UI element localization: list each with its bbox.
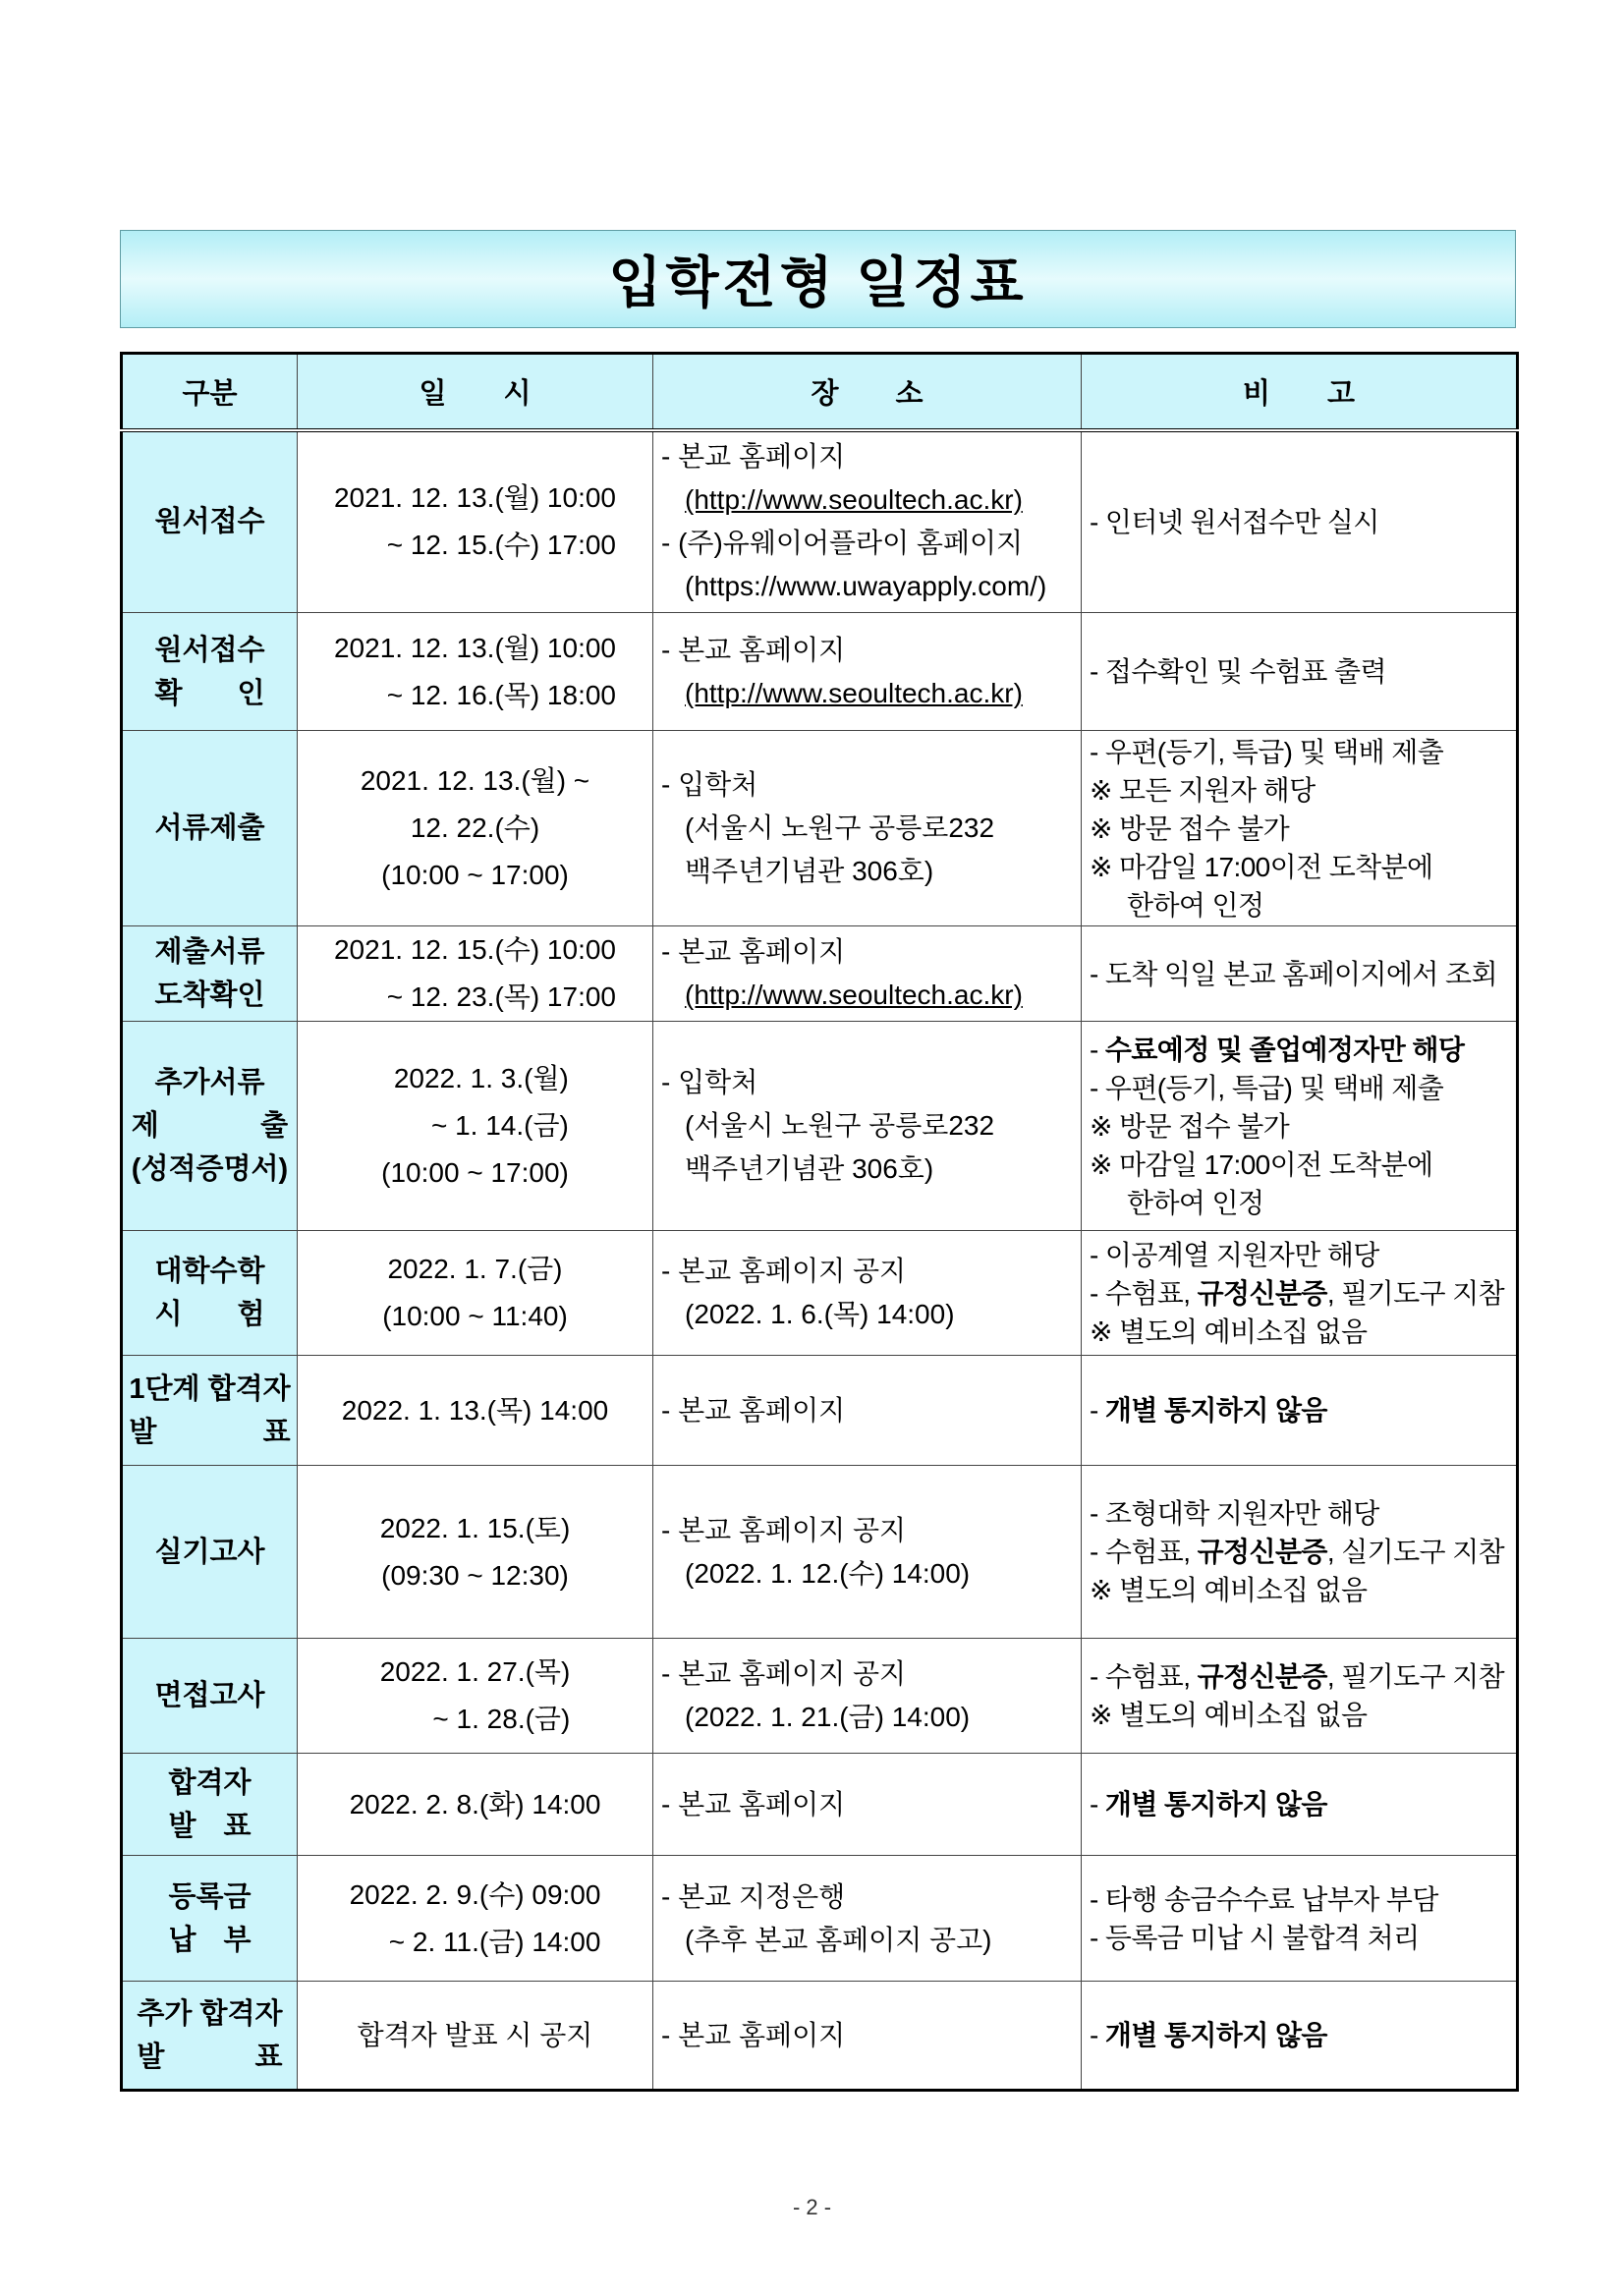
note-text: , 필기도구 지참 (1326, 1661, 1505, 1692)
category-line: 도착확인 (154, 980, 265, 1011)
date-cell (298, 1356, 653, 1466)
note-line: ※ 별도의 예비소집 없음 (1090, 1575, 1368, 1605)
place-line: - 본교 홈페이지 (661, 441, 846, 473)
date-line: 2022. 2. 8.(화) 14:00 (349, 1788, 601, 1820)
note-line: - 우편(등기, 특급) 및 택배 제출 (1090, 736, 1444, 767)
date-line: 2022. 1. 3.(월) (393, 1063, 569, 1093)
place-line: (서울시 노원구 공릉로232 (685, 1110, 995, 1141)
date-cell (298, 1022, 653, 1231)
schedule-row (122, 1639, 1518, 1754)
note-line: ※ 별도의 예비소집 없음 (1090, 1700, 1368, 1730)
category-label (132, 1061, 288, 1191)
category-cell (122, 1231, 298, 1356)
category-label (168, 1762, 251, 1848)
category-cell (122, 430, 298, 613)
note-line: 한하여 인정 (1127, 1187, 1264, 1218)
note-cell (1082, 926, 1518, 1022)
date-line: 12. 22.(수) (410, 812, 540, 843)
date-line: (10:00 ~ 17:00) (381, 860, 569, 890)
date-block (342, 1387, 608, 1434)
date-line: ~ 1. 14.(금) (430, 1110, 569, 1141)
schedule-row (122, 1356, 1518, 1466)
date-line: (10:00 ~ 17:00) (381, 1157, 569, 1188)
schedule-row (122, 1466, 1518, 1639)
note-line: ※ 마감일 17:00이전 도착분에 (1090, 1148, 1433, 1180)
note-line: - 이공계열 지원자만 해당 (1090, 1239, 1379, 1270)
place-cell (653, 1356, 1082, 1466)
note-line: ※ 방문 접수 불가 (1090, 812, 1290, 844)
place-line: - 본교 홈페이지 (661, 1788, 846, 1820)
note-text: - (1090, 1034, 1105, 1065)
schedule-row (122, 926, 1518, 1022)
note-line: - 접수확인 및 수험표 출력 (1090, 656, 1386, 687)
note-line: 한하여 인정 (1127, 889, 1264, 921)
date-cell (298, 1856, 653, 1982)
place-line: (추후 본교 홈페이지 공고) (685, 1924, 992, 1955)
schedule-body (122, 430, 1518, 2091)
place-line: - 입학처 (661, 1067, 758, 1097)
schedule-row (122, 430, 1518, 613)
category-line: 합격자 (168, 1766, 252, 1799)
note-line (1090, 1785, 1516, 1823)
note-text: - 수험표, (1090, 1661, 1198, 1692)
date-cell (298, 926, 653, 1022)
note-cell (1082, 613, 1518, 731)
category-cell (122, 1022, 298, 1231)
date-cell (298, 1231, 653, 1356)
date-line: 2021. 12. 13.(월) 10:00 (333, 482, 617, 514)
date-block (334, 926, 616, 1021)
schedule-row (122, 1231, 1518, 1356)
category-label (154, 629, 264, 715)
category-line: 원서접수 (154, 506, 265, 538)
category-cell (122, 1356, 298, 1466)
category-line: 면접고사 (154, 1680, 265, 1711)
note-text: , 필기도구 지참 (1326, 1277, 1505, 1309)
homepage-link[interactable]: (http://www.seoultech.ac.kr) (685, 484, 1023, 516)
place-cell (653, 1022, 1082, 1231)
note-line: - 타행 송금수수료 납부자 부담 (1090, 1883, 1438, 1915)
place-line: - (주)유웨이어플라이 홈페이지 (661, 528, 1024, 559)
place-line: - 본교 홈페이지 공지 (661, 1658, 907, 1689)
category-line: 등록금 (168, 1880, 252, 1913)
homepage-link[interactable]: (http://www.seoultech.ac.kr) (685, 980, 1023, 1010)
category-label (154, 1250, 264, 1336)
place-line: - 본교 홈페이지 (661, 634, 846, 665)
note-line (1090, 1391, 1516, 1429)
category-label (154, 807, 264, 850)
category-line: 대학수학 (154, 1256, 265, 1287)
date-line: (09:30 ~ 12:30) (381, 1559, 569, 1591)
note-line (1090, 1031, 1516, 1069)
note-cell (1082, 1982, 1518, 2091)
place-line: (2022. 1. 12.(수) 14:00) (685, 1557, 971, 1589)
category-label (168, 1876, 251, 1962)
date-line: 2022. 1. 13.(목) 14:00 (341, 1394, 609, 1426)
category-cell (122, 613, 298, 731)
category-label (137, 1992, 282, 2079)
schedule-row (122, 1856, 1518, 1982)
place-line: - 본교 지정은행 (661, 1880, 846, 1912)
note-cell (1082, 731, 1518, 926)
category-cell (122, 1754, 298, 1856)
date-block (334, 475, 616, 569)
date-line: 합격자 발표 시 공지 (357, 2019, 593, 2050)
place-cell (653, 1856, 1082, 1982)
header-category: 구분 (122, 354, 298, 430)
note-text: - (1090, 1395, 1105, 1426)
category-line: 제 출 (131, 1110, 289, 1142)
schedule-row (122, 1022, 1518, 1231)
category-cell (122, 731, 298, 926)
note-cell (1082, 1466, 1518, 1639)
note-line: - 조형대학 지원자만 해당 (1090, 1498, 1379, 1529)
place-cell (653, 1639, 1082, 1754)
note-line: ※ 방문 접수 불가 (1090, 1110, 1290, 1142)
category-line: 원서접수 (154, 634, 265, 666)
category-line: 납 부 (168, 1924, 252, 1956)
date-line: 2022. 1. 27.(목) (379, 1656, 571, 1687)
date-block (382, 1246, 568, 1340)
place-cell (653, 926, 1082, 1022)
note-cell (1082, 1356, 1518, 1466)
category-line: 1단계 합격자 (129, 1372, 291, 1405)
note-emphasis: 개별 통지하지 않음 (1104, 2020, 1327, 2050)
category-line: 실기고사 (154, 1536, 265, 1568)
place-line: 백주년기념관 306호) (685, 1153, 934, 1184)
place-line: (서울시 노원구 공릉로232 (685, 812, 995, 843)
place-cell (653, 1982, 1082, 2091)
category-line: 확 인 (154, 677, 265, 709)
place-cell (653, 1754, 1082, 1856)
schedule-row (122, 613, 1518, 731)
place-cell (653, 613, 1082, 731)
date-cell (298, 1639, 653, 1754)
header-row (122, 354, 1518, 430)
note-line: ※ 모든 지원자 해당 (1090, 774, 1316, 806)
category-label (154, 500, 264, 543)
category-line: 발 표 (129, 1416, 291, 1448)
date-cell (298, 430, 653, 613)
note-emphasis: 규정신분증 (1197, 1661, 1327, 1692)
note-emphasis: 개별 통지하지 않음 (1104, 1395, 1327, 1426)
page-title: 입학전형 일정표 (608, 252, 1028, 313)
note-emphasis: 개별 통지하지 않음 (1104, 1789, 1327, 1820)
place-cell (653, 430, 1082, 613)
note-text: - 수험표, (1090, 1537, 1198, 1567)
header-place: 장 소 (653, 354, 1082, 430)
note-emphasis: 규정신분증 (1197, 1277, 1327, 1309)
place-line: - 본교 홈페이지 (661, 2019, 846, 2050)
schedule-row (122, 731, 1518, 926)
date-line: 2021. 12. 13.(월) ~ (360, 765, 590, 796)
place-line: (https://www.uwayapply.com/) (685, 571, 1047, 602)
date-line: ~ 12. 23.(목) 17:00 (386, 981, 617, 1012)
header-note: 비 고 (1082, 354, 1518, 430)
homepage-link[interactable]: (http://www.seoultech.ac.kr) (685, 677, 1023, 708)
date-block (350, 1781, 601, 1828)
place-cell (653, 1466, 1082, 1639)
date-line: 2022. 1. 7.(금) (387, 1254, 563, 1284)
note-text: - (1090, 2020, 1105, 2050)
date-block (381, 1055, 569, 1197)
category-cell (122, 1466, 298, 1639)
date-line: 2022. 2. 9.(수) 09:00 (349, 1878, 601, 1910)
category-label (154, 1531, 264, 1574)
category-cell (122, 926, 298, 1022)
place-line: - 본교 홈페이지 (661, 936, 846, 967)
date-block (334, 625, 616, 719)
date-cell (298, 731, 653, 926)
date-line: 2022. 1. 15.(토) (379, 1512, 571, 1543)
date-line: ~ 2. 11.(금) 14:00 (388, 1926, 601, 1957)
place-line: - 본교 홈페이지 공지 (661, 1514, 907, 1545)
note-cell (1082, 1231, 1518, 1356)
date-cell (298, 1754, 653, 1856)
category-label (154, 930, 264, 1017)
schedule-row (122, 1982, 1518, 2091)
date-line: (10:00 ~ 11:40) (382, 1301, 568, 1331)
date-block (380, 1505, 571, 1599)
date-block (361, 757, 589, 899)
date-block (380, 1649, 571, 1743)
date-block (358, 2012, 593, 2059)
note-cell (1082, 1754, 1518, 1856)
date-line: 2021. 12. 15.(수) 10:00 (333, 934, 617, 965)
note-line (1090, 1274, 1516, 1313)
note-line (1090, 1533, 1516, 1571)
category-line: 서류제출 (154, 812, 265, 844)
date-line: ~ 12. 15.(수) 17:00 (386, 530, 617, 561)
category-label (154, 1674, 264, 1717)
category-line: (성적증명서) (131, 1153, 289, 1185)
date-cell (298, 1982, 653, 2091)
category-line: 시 험 (154, 1299, 265, 1330)
note-text: - 수험표, (1090, 1277, 1198, 1309)
place-line: (2022. 1. 21.(금) 14:00) (685, 1702, 971, 1732)
category-line: 제출서류 (154, 936, 265, 968)
page-number: - 2 - (792, 2195, 832, 2219)
note-emphasis: 규정신분증 (1197, 1537, 1327, 1567)
category-label (129, 1368, 290, 1454)
category-line: 발 표 (168, 1810, 252, 1842)
date-block (350, 1872, 601, 1966)
place-cell (653, 1231, 1082, 1356)
note-cell (1082, 1022, 1518, 1231)
category-cell (122, 1856, 298, 1982)
note-line: - 등록금 미납 시 불합격 처리 (1090, 1922, 1420, 1953)
category-cell (122, 1639, 298, 1754)
title-banner (120, 230, 1516, 328)
category-line: 추가 합격자 (137, 1997, 283, 2030)
note-line: ※ 마감일 17:00이전 도착분에 (1090, 851, 1433, 882)
schedule-row (122, 1754, 1518, 1856)
date-cell (298, 613, 653, 731)
date-cell (298, 1466, 653, 1639)
note-line: - 인터넷 원서접수만 실시 (1090, 506, 1379, 537)
place-line: 백주년기념관 306호) (685, 856, 934, 886)
place-line: - 본교 홈페이지 (661, 1394, 846, 1426)
category-cell (122, 1982, 298, 2091)
note-cell (1082, 430, 1518, 613)
category-line: 추가서류 (154, 1067, 265, 1098)
category-line: 발 표 (137, 2041, 283, 2073)
note-cell (1082, 1639, 1518, 1754)
place-line: - 입학처 (661, 769, 758, 800)
note-emphasis: 수료예정 및 졸업예정자만 해당 (1104, 1034, 1465, 1065)
place-line: (2022. 1. 6.(목) 14:00) (685, 1299, 955, 1329)
note-text: - (1090, 1789, 1105, 1820)
note-line (1090, 1657, 1516, 1696)
note-cell (1082, 1856, 1518, 1982)
note-line: - 우편(등기, 특급) 및 택배 제출 (1090, 1072, 1444, 1103)
date-line: ~ 12. 16.(목) 18:00 (386, 679, 617, 710)
note-text: , 실기도구 지참 (1326, 1537, 1505, 1567)
schedule-table (120, 352, 1519, 2092)
date-line: ~ 1. 28.(금) (432, 1704, 571, 1734)
note-line: - 도착 익일 본교 홈페이지에서 조회 (1090, 958, 1497, 989)
place-line: - 본교 홈페이지 공지 (661, 1256, 907, 1286)
place-cell (653, 731, 1082, 926)
note-line: ※ 별도의 예비소집 없음 (1090, 1316, 1368, 1347)
note-line (1090, 2016, 1516, 2054)
date-line: 2021. 12. 13.(월) 10:00 (333, 632, 617, 663)
header-date: 일 시 (298, 354, 653, 430)
